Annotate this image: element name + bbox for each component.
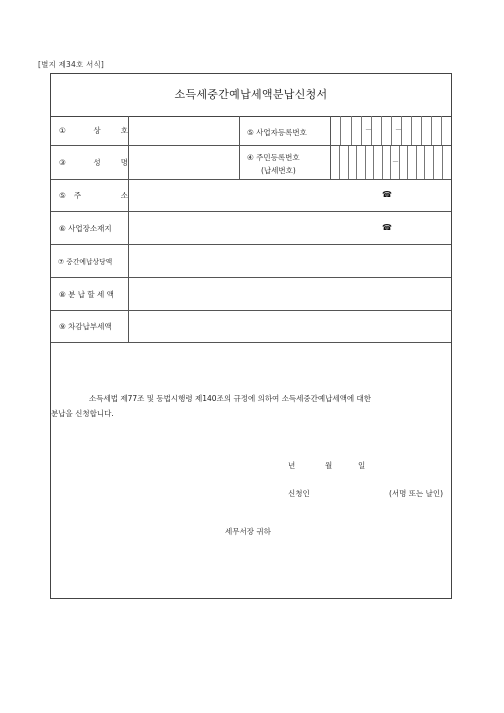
- label-tax-no: (납세번호): [261, 166, 296, 175]
- net-tax-input[interactable]: [129, 311, 451, 342]
- label-text: ⑦ 중간예납상당액: [58, 258, 113, 266]
- label-num: ⑤: [59, 191, 66, 200]
- applicant-label: 신청인: [288, 489, 310, 498]
- row-business-place: [51, 212, 451, 245]
- dash: －: [395, 126, 402, 134]
- label-char: 주: [73, 191, 82, 200]
- trade-name-input[interactable]: [129, 116, 239, 145]
- row-address: [51, 180, 451, 212]
- business-place-input[interactable]: [129, 212, 451, 244]
- row-name: [51, 146, 451, 180]
- label-num: ①: [59, 126, 66, 135]
- date-day: 일: [358, 461, 366, 470]
- label-char: 상: [93, 126, 101, 135]
- dash: －: [365, 126, 372, 134]
- label-num: ③: [59, 158, 66, 167]
- address-input[interactable]: [129, 180, 451, 211]
- label-name: [51, 146, 129, 179]
- label-address: [51, 180, 129, 211]
- label-trade-name: [51, 116, 129, 145]
- interim-tax-input[interactable]: [129, 245, 451, 277]
- label-interim-tax: [51, 245, 129, 277]
- label-char: 명: [120, 158, 128, 167]
- row-interim-tax: [51, 245, 451, 278]
- dash: －: [392, 158, 399, 166]
- installment-tax-input[interactable]: [129, 278, 451, 310]
- form-note: [별지 제34호 서식]: [38, 60, 105, 69]
- title-row: [51, 74, 451, 117]
- label-business-reg-no: ⑤ 사업자등록번호: [247, 128, 307, 137]
- label-installment-tax: [51, 278, 129, 310]
- name-input[interactable]: [129, 146, 239, 179]
- signature-placeholder: (서명 또는 날인): [389, 489, 444, 498]
- phone-icon: ☎: [382, 223, 392, 232]
- row-installment-tax: [51, 278, 451, 311]
- label-resident-no: ④ 주민등록번호: [247, 153, 300, 162]
- statement: [51, 391, 423, 421]
- recipient: 세무서장 귀하: [225, 527, 271, 536]
- form-title: 소득세중간예납세액분납신청서: [174, 88, 328, 101]
- statement-line: 소득세법 제77조 및 동법시행령 제140조의 규정에 의하여 소득세중간예납세액에 대한: [89, 394, 372, 403]
- label-char: 소: [120, 191, 128, 200]
- label-char: 호: [120, 126, 128, 135]
- label-net-tax: [51, 311, 129, 342]
- phone-icon: ☎: [382, 190, 392, 199]
- label-char: 성: [93, 158, 101, 167]
- date-month: 월: [325, 461, 333, 470]
- row-net-tax: [51, 311, 451, 343]
- label-text: ⑧ 분 납 할 세 액: [59, 289, 114, 299]
- statement-line: 분납을 신청합니다.: [51, 409, 114, 418]
- date-year: 년: [288, 461, 296, 470]
- label-text: ⑥ 사업장소재지: [59, 223, 112, 233]
- form-frame: [50, 73, 452, 599]
- row-trade-name: [51, 116, 451, 146]
- label-text: ⑨ 차감납부세액: [59, 322, 112, 331]
- label-business-place: [51, 212, 129, 244]
